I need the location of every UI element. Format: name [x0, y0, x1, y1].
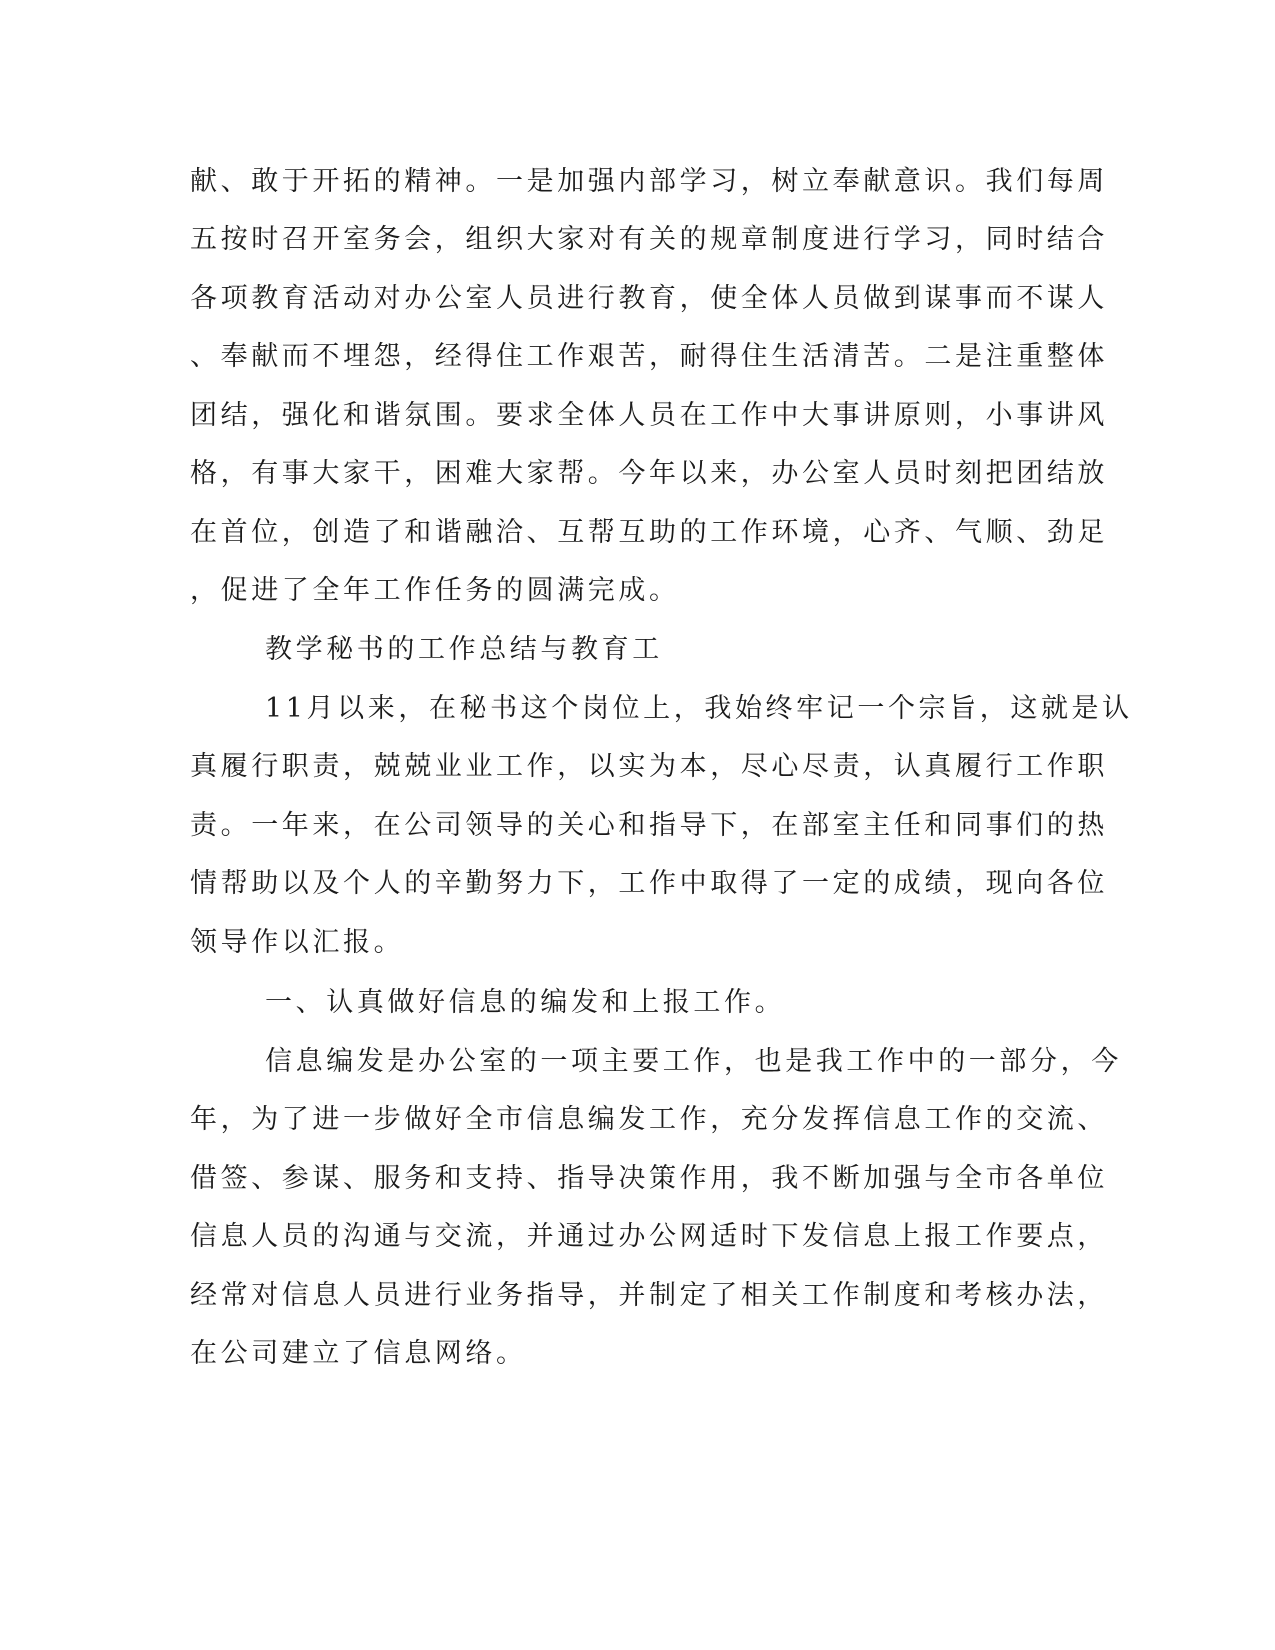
text-line: 信息人员的沟通与交流，并通过办公网适时下发信息上报工作要点， — [190, 1221, 1108, 1252]
paragraph-first-line: 信息编发是办公室的一项主要工作，也是我工作中的一部分，今 — [265, 1046, 1122, 1077]
text-line: 在首位，创造了和谐融洽、互帮互助的工作环境，心齐、气顺、劲足 — [190, 517, 1108, 548]
text-line: 借签、参谋、服务和支持、指导决策作用，我不断加强与全市各单位 — [190, 1163, 1108, 1194]
text-line: 献、敢于开拓的精神。一是加强内部学习，树立奉献意识。我们每周 — [190, 166, 1108, 197]
text-line: 五按时召开室务会，组织大家对有关的规章制度进行学习，同时结合 — [190, 224, 1108, 255]
text-line: 各项教育活动对办公室人员进行教育，使全体人员做到谋事而不谋人 — [190, 283, 1108, 314]
section-heading: 教学秘书的工作总结与教育工 — [265, 634, 663, 665]
text-line: 年，为了进一步做好全市信息编发工作，充分发挥信息工作的交流、 — [190, 1104, 1108, 1135]
text-line: 在公司建立了信息网络。 — [190, 1338, 527, 1369]
text-line: 情帮助以及个人的辛勤努力下，工作中取得了一定的成绩，现向各位 — [190, 868, 1108, 899]
text-line: 领导作以汇报。 — [190, 927, 405, 958]
text-line: 团结，强化和谐氛围。要求全体人员在工作中大事讲原则，小事讲风 — [190, 400, 1108, 431]
subheading: 一、认真做好信息的编发和上报工作。 — [265, 987, 786, 1018]
text-line: 经常对信息人员进行业务指导，并制定了相关工作制度和考核办法， — [190, 1280, 1108, 1311]
text-line: 格，有事大家干，困难大家帮。今年以来，办公室人员时刻把团结放 — [190, 458, 1108, 489]
text-line: 真履行职责，兢兢业业工作，以实为本，尽心尽责，认真履行工作职 — [190, 751, 1108, 782]
text-line: ，促进了全年工作任务的圆满完成。 — [190, 575, 680, 606]
text-line: 责。一年来，在公司领导的关心和指导下，在部室主任和同事们的热 — [190, 810, 1108, 841]
paragraph-first-line: 11月以来，在秘书这个岗位上，我始终牢记一个宗旨，这就是认 — [265, 693, 1133, 724]
text-line: 、奉献而不埋怨，经得住工作艰苦，耐得住生活清苦。二是注重整体 — [190, 341, 1108, 372]
